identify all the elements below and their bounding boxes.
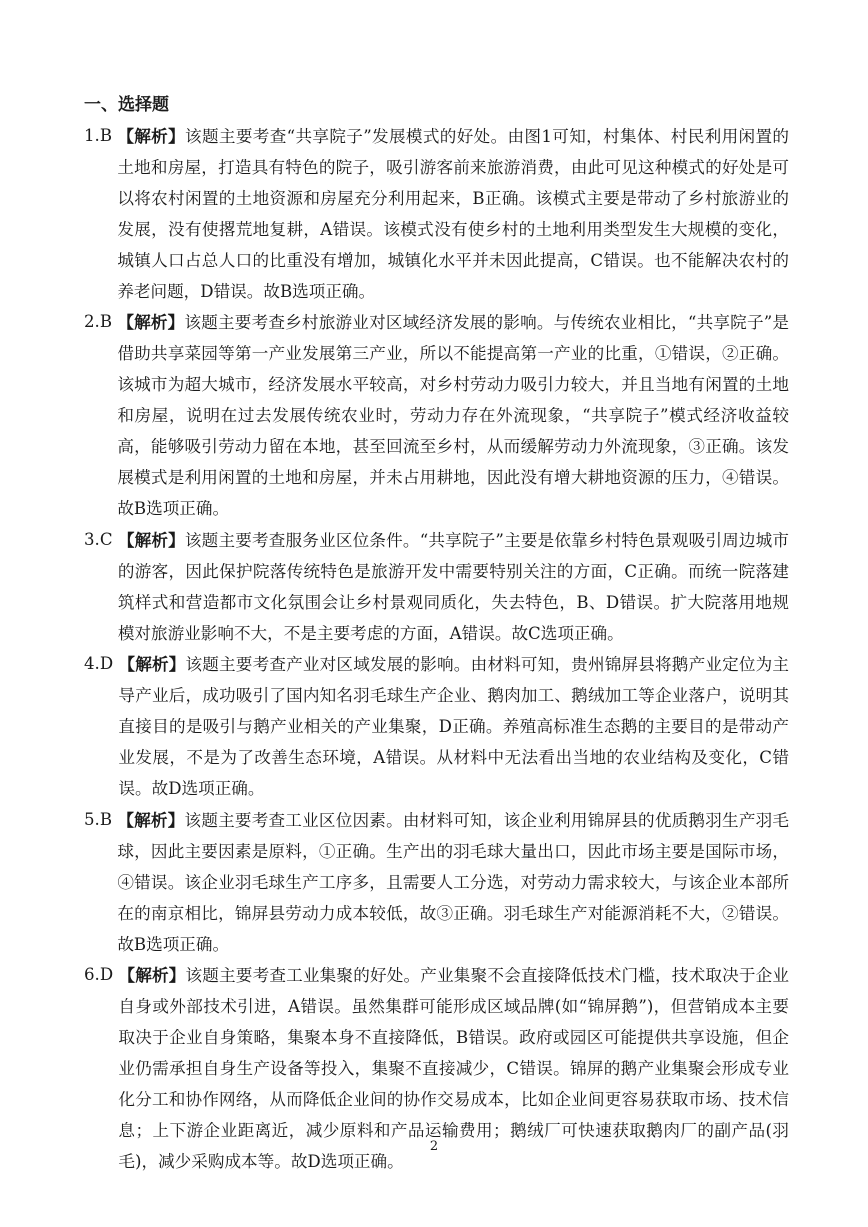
- section-title: 一、选择题: [84, 95, 169, 115]
- analysis-tag: 【解析】: [117, 126, 186, 146]
- answer-text: 该题主要考查服务业区位条件。“共享院子”主要是依靠乡村特色景观吸引周边城市的游客，因此保护院落传统特色是旅游开发中需要特别关注的方面，C正确。而统一院落建筑样式和营造都市文化氛围会让乡村景观同质化，失去特色，B、D错误。扩大院落用地规模对旅游业影响不大，不是主要考虑的方面，A错误。故C选项正确。: [117, 530, 790, 643]
- answer-item-5: [84, 805, 789, 961]
- answer-number: 2.B: [84, 312, 118, 332]
- answer-body: [118, 649, 789, 805]
- answer-text: 该题主要考查乡村旅游业对区域经济发展的影响。与传统农业相比，“共享院子”是借助共享菜园等第一产业发展第三产业，所以不能提高第一产业的比重，①错误，②正确。该城市为超大城市，经济发展水平较高，对乡村劳动力吸引力较大，并且当地有闲置的土地和房屋，说明在过去发展传统农业时，劳动力存在外流现象，“共享院子”模式经济收益较高，能够吸引劳动力留在本地，甚至回流至乡村，从而缓解劳动力外流现象，③正确。该发展模式是利用闲置的土地和房屋，并未占用耕地，因此没有增大耕地资源的压力，④错误。故B选项正确。: [117, 313, 790, 518]
- answer-item-2: [84, 307, 789, 524]
- analysis-tag: 【解析】: [118, 654, 186, 675]
- analysis-tag: 【解析】: [117, 809, 185, 830]
- analysis-tag: 【解析】: [117, 312, 185, 333]
- answer-item-1: [84, 121, 789, 307]
- answer-text: 该题主要考查“共享院子”发展模式的好处。由图1可知，村集体、村民利用闲置的土地和房屋，打造具有特色的院子，吸引游客前来旅游消费，由此可见这种模式的好处是可以将农村闲置的土地资源和房屋充分利用起来，B正确。该模式主要是带动了乡村旅游业的发展，没有使撂荒地复耕，A错误。该模式没有使乡村的土地利用类型发生大规模的变化，城镇人口占总人口的比重没有增加，城镇化水平并未因此提高，C错误。也不能解决农村的养老问题，D错误。故B选项正确。: [117, 127, 789, 301]
- answer-body: [117, 121, 789, 307]
- answer-body: [117, 307, 789, 524]
- answer-number: 6.D: [84, 965, 119, 985]
- answer-number: 1.B: [84, 126, 118, 145]
- answer-number: 5.B: [84, 809, 118, 829]
- analysis-tag: 【解析】: [118, 965, 186, 986]
- answer-item-3: [84, 525, 789, 650]
- answer-body: [118, 525, 789, 650]
- answer-number: 4.D: [84, 654, 119, 674]
- answer-text: 该题主要考查工业区位因素。由材料可知，该企业利用锦屏县的优质鹅羽生产羽毛球，因此主要因素是原料，①正确。生产出的羽毛球大量出口，因此市场主要是国际市场，④错误。该企业羽毛球生产工序多，且需要人工分选，对劳动力需求较大，与该企业本部所在的南京相比，锦屏县劳动力成本较低，故③正确。羽毛球生产对能源消耗不大，②错误。故B选项正确。: [117, 810, 790, 954]
- answer-list: [84, 121, 789, 1178]
- analysis-tag: 【解析】: [117, 529, 185, 550]
- page-number: 2: [429, 1139, 439, 1154]
- answer-text: 该题主要考查产业对区域发展的影响。由材料可知，贵州锦屏县将鹅产业定位为主导产业后，成功吸引了国内知名羽毛球生产企业、鹅肉加工、鹅绒加工等企业落户，说明其直接目的是吸引与鹅产业相关的产业集聚，D正确。养殖高标准生态鹅的主要目的是带动产业发展，不是为了改善生态环境，A错误。从材料中无法看出当地的农业结构及变化，C错误。故D选项正确。: [118, 655, 790, 799]
- answer-item-4: [84, 649, 789, 805]
- answer-number: 3.C: [84, 529, 118, 549]
- answer-text: 该题主要考查工业集聚的好处。产业集聚不会直接降低技术门槛，技术取决于企业自身或外部技术引进，A错误。虽然集群可能形成区域品牌(如“锦屏鹅”)，但营销成本主要取决于企业自身策略，集聚本身不直接降低，B错误。政府或园区可能提供共享设施，但企业仍需承担自身生产设备等投入，集聚不直接减少，C错误。锦屏的鹅产业集聚会形成专业化分工和协作网络，从而降低企业间的协作交易成本，比如企业间更容易获取市场、技术信息；上下游企业距离近，减少原料和产品运输费用；鹅绒厂可快速获取鹅肉厂的副产品(羽毛)，减少采购成本等。故D选项正确。: [118, 966, 790, 1171]
- answer-body: [117, 805, 789, 961]
